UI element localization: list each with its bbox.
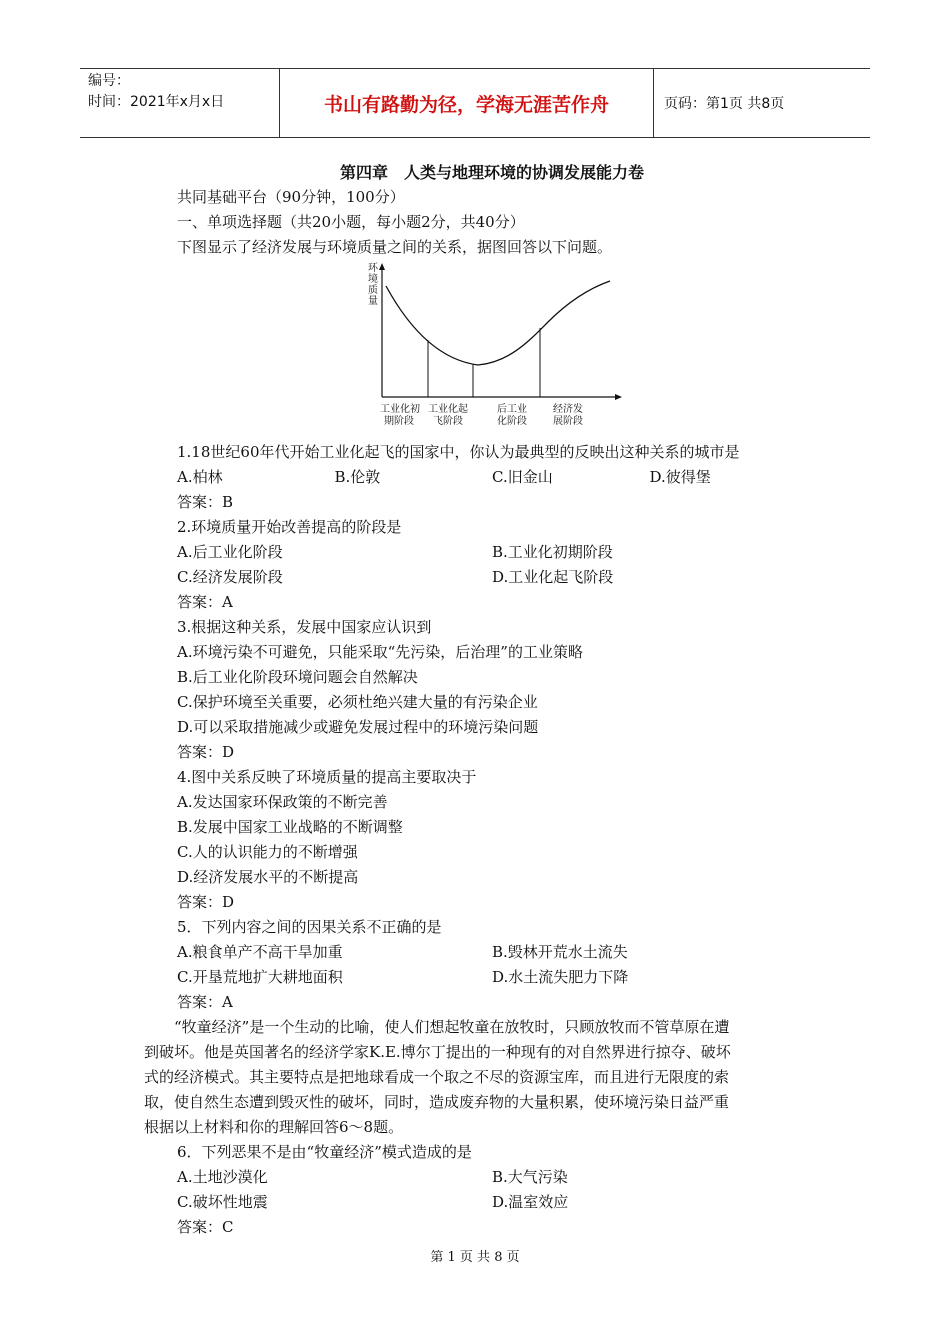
quality-curve: [386, 281, 610, 365]
header-time: 时间：2021年x月x日: [88, 94, 225, 110]
q5-option-d: D.水土流失肥力下降: [492, 968, 629, 986]
subtitle: 共同基础平台（90分钟，100分）: [177, 188, 405, 206]
q3-option-d: D.可以采取措施减少或避免发展过程中的环境污染问题: [177, 718, 539, 736]
stage-4-label-b: 展阶段: [553, 416, 583, 427]
q4-option-d: D.经济发展水平的不断提高: [177, 868, 359, 886]
header-left: [80, 69, 280, 137]
q3-stem: 3.根据这种关系，发展中国家应认识到: [177, 618, 432, 636]
q5-options-row2: [177, 965, 807, 990]
q6-option-b: B.大气污染: [492, 1168, 568, 1186]
q4-option-b: B.发展中国家工业战略的不断调整: [177, 818, 403, 836]
q2-option-a: A.后工业化阶段: [177, 543, 283, 561]
q6-options-row2: [177, 1190, 807, 1215]
y-label-2: 境: [368, 274, 378, 285]
q5-answer: 答案：A: [177, 993, 233, 1011]
q1-option-d: D.彼得堡: [649, 468, 711, 486]
passage-line-2: 到破坏。他是英国著名的经济学家K.E.博尔丁提出的一种现有的对自然界进行掠夺、破坏: [144, 1043, 731, 1061]
q4-answer: 答案：D: [177, 893, 235, 911]
passage-line-3: 式的经济模式。其主要特点是把地球看成一个取之不尽的资源宝库，而且进行无限度的索: [144, 1068, 730, 1086]
q3-option-a: A.环境污染不可避免，只能采取“先污染，后治理”的工业策略: [177, 643, 583, 661]
q2-stem: 2.环境质量开始改善提高的阶段是: [177, 518, 402, 536]
q5-option-c: C.开垦荒地扩大耕地面积: [177, 968, 343, 986]
y-label-3: 质: [368, 285, 378, 296]
stage-2-label-b: 飞阶段: [433, 416, 463, 427]
y-axis-arrow: [379, 263, 385, 270]
intro-text: 下图显示了经济发展与环境质量之间的关系，据图回答以下问题。: [177, 238, 613, 256]
stage-1-label-b: 期阶段: [384, 416, 414, 427]
q3-option-c: C.保护环境至关重要，必须杜绝兴建大量的有污染企业: [177, 693, 538, 711]
q6-stem: 6．下列恶果不是由“牧童经济”模式造成的是: [177, 1143, 472, 1161]
stage-1-label-a: 工业化初: [380, 404, 420, 415]
q3-option-b: B.后工业化阶段环境问题会自然解决: [177, 668, 418, 686]
passage-line-1: “牧童经济”是一个生动的比喻，使人们想起牧童在放牧时，只顾放牧而不管草原在遭: [144, 1018, 730, 1036]
q1-option-b: B.伦敦: [334, 468, 381, 486]
q5-option-a: A.粮食单产不高干旱加重: [177, 943, 343, 961]
q4-option-a: A.发达国家环保政策的不断完善: [177, 793, 388, 811]
header-motto: 书山有路勤为径，学海无涯苦作舟: [280, 69, 654, 137]
q6-answer: 答案：C: [177, 1218, 234, 1236]
q1-option-c: C.旧金山: [492, 468, 553, 486]
q6-option-a: A.土地沙漠化: [177, 1168, 268, 1186]
q1-stem: 1.18世纪60年代开始工业化起飞的国家中，你认为最典型的反映出这种关系的城市是: [177, 443, 740, 461]
q2-answer: 答案：A: [177, 593, 233, 611]
header-page: 页码：第1页 共8页: [664, 96, 785, 112]
y-label-4: 量: [368, 296, 378, 307]
q2-option-c: C.经济发展阶段: [177, 568, 283, 586]
q5-option-b: B.毁林开荒水土流失: [492, 943, 628, 961]
page-title: 第四章 人类与地理环境的协调发展能力卷: [339, 163, 644, 182]
stage-3-label-a: 后工业: [497, 404, 527, 415]
q2-option-d: D.工业化起飞阶段: [492, 568, 614, 586]
x-axis-arrow: [615, 394, 622, 400]
q6-option-d: D.温室效应: [492, 1193, 569, 1211]
q6-options-row1: [177, 1165, 807, 1190]
section-heading: 一、单项选择题（共20小题，每小题2分，共40分）: [177, 213, 525, 231]
q2-options-row1: [177, 540, 807, 565]
q2-options-row2: [177, 565, 807, 590]
q1-options: [177, 465, 807, 490]
q1-answer: 答案：B: [177, 493, 234, 511]
q6-option-c: C.破坏性地震: [177, 1193, 268, 1211]
q5-stem: 5．下列内容之间的因果关系不正确的是: [177, 918, 442, 936]
passage: [144, 1015, 807, 1140]
stage-2-label-a: 工业化起: [428, 404, 468, 415]
passage-line-5: 根据以上材料和你的理解回答6～8题。: [144, 1118, 404, 1136]
q1-option-a: A.柏林: [177, 468, 223, 486]
page-header: [80, 68, 870, 138]
stage-3-label-b: 化阶段: [497, 416, 527, 427]
header-code: 编号：: [88, 73, 130, 89]
stage-4-label-a: 经济发: [553, 404, 583, 415]
q5-options-row1: [177, 940, 807, 965]
q2-option-b: B.工业化初期阶段: [492, 543, 613, 561]
q3-answer: 答案：D: [177, 743, 235, 761]
relationship-diagram: [177, 260, 807, 440]
passage-line-4: 取，使自然生态遭到毁灭性的破坏，同时，造成废弃物的大量积累，使环境污染日益严重: [144, 1093, 730, 1111]
q4-stem: 4.图中关系反映了环境质量的提高主要取决于: [177, 768, 477, 786]
q4-option-c: C.人的认识能力的不断增强: [177, 843, 358, 861]
y-label-1: 环: [368, 263, 378, 274]
document-body: [144, 160, 807, 1240]
figure: [177, 260, 807, 440]
page-footer: 第 1 页 共 8 页: [430, 1250, 520, 1265]
